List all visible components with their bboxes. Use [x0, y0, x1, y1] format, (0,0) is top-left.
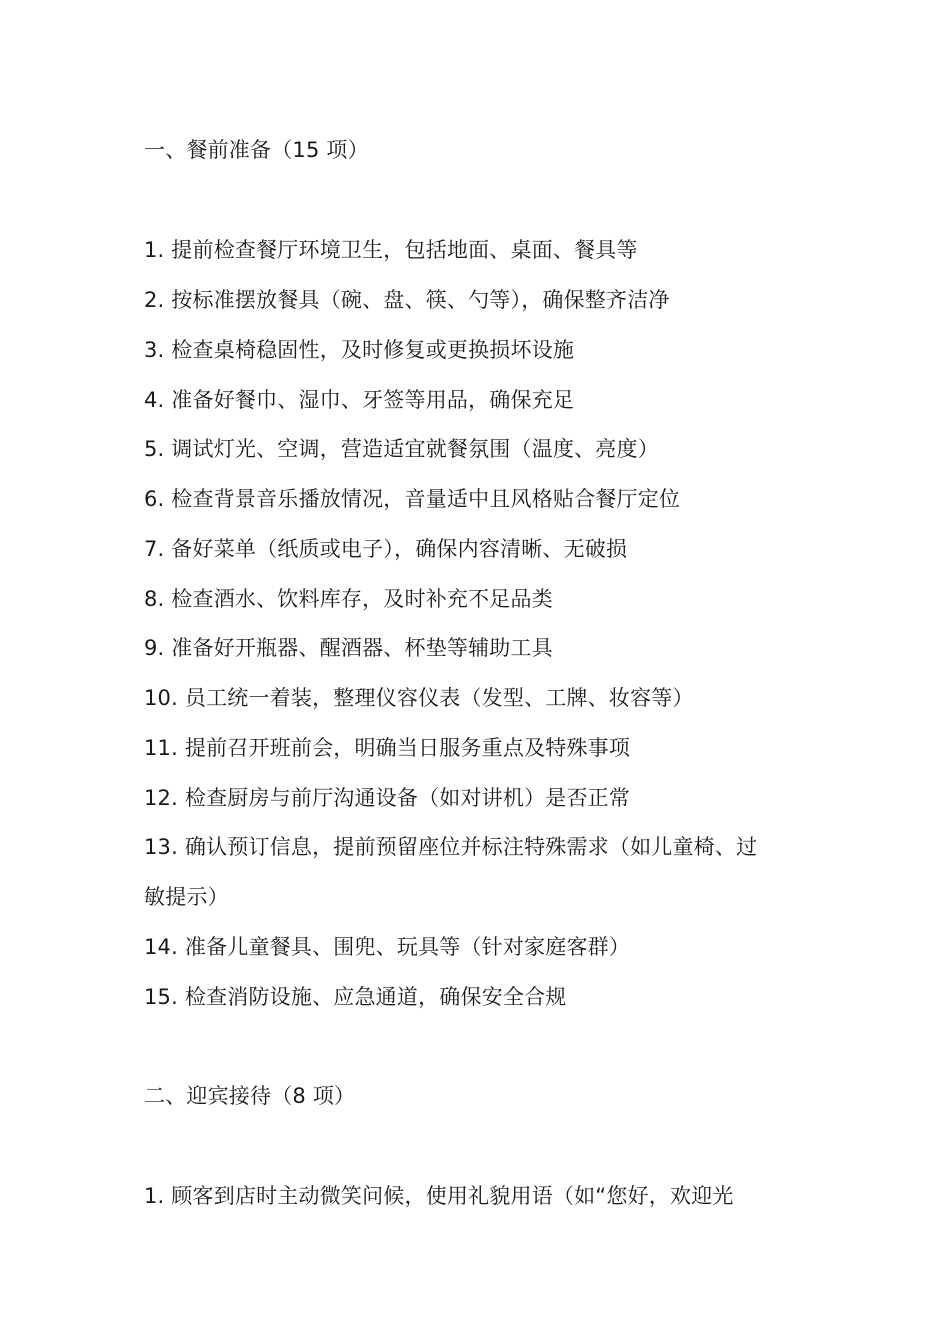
- section-heading-pre-meal-prep: 一、餐前准备（15 项）: [144, 138, 369, 162]
- list-item: 10. 员工统一着装，整理仪容仪表（发型、工牌、妆容等）: [144, 686, 694, 710]
- list-item: 14. 准备儿童餐具、围兜、玩具等（针对家庭客群）: [144, 935, 631, 959]
- list-item: 9. 准备好开瓶器、醒酒器、杯垫等辅助工具: [144, 636, 553, 660]
- list-item: 12. 检查厨房与前厅沟通设备（如对讲机）是否正常: [144, 786, 631, 810]
- list-item: 13. 确认预订信息，提前预留座位并标注特殊需求（如儿童椅、过: [144, 835, 758, 859]
- list-item: 1. 顾客到店时主动微笑问候，使用礼貌用语（如“您好，欢迎光: [144, 1184, 734, 1208]
- section-heading-reception: 二、迎宾接待（8 项）: [144, 1084, 356, 1108]
- list-item: 1. 提前检查餐厅环境卫生，包括地面、桌面、餐具等: [144, 238, 638, 262]
- list-item: 3. 检查桌椅稳固性，及时修复或更换损坏设施: [144, 338, 575, 362]
- list-item-continuation: 敏提示）: [144, 885, 229, 909]
- list-item: 5. 调试灯光、空调，营造适宜就餐氛围（温度、亮度）: [144, 437, 659, 461]
- list-item: 6. 检查背景音乐播放情况，音量适中且风格贴合餐厅定位: [144, 487, 681, 511]
- list-item: 11. 提前召开班前会，明确当日服务重点及特殊事项: [144, 736, 631, 760]
- list-item: 2. 按标准摆放餐具（碗、盘、筷、勺等），确保整齐洁净: [144, 288, 670, 312]
- list-item: 7. 备好菜单（纸质或电子），确保内容清晰、无破损: [144, 537, 628, 561]
- list-item: 4. 准备好餐巾、湿巾、牙签等用品，确保充足: [144, 388, 575, 412]
- list-item: 8. 检查酒水、饮料库存，及时补充不足品类: [144, 587, 553, 611]
- list-item: 15. 检查消防设施、应急通道，确保安全合规: [144, 985, 567, 1009]
